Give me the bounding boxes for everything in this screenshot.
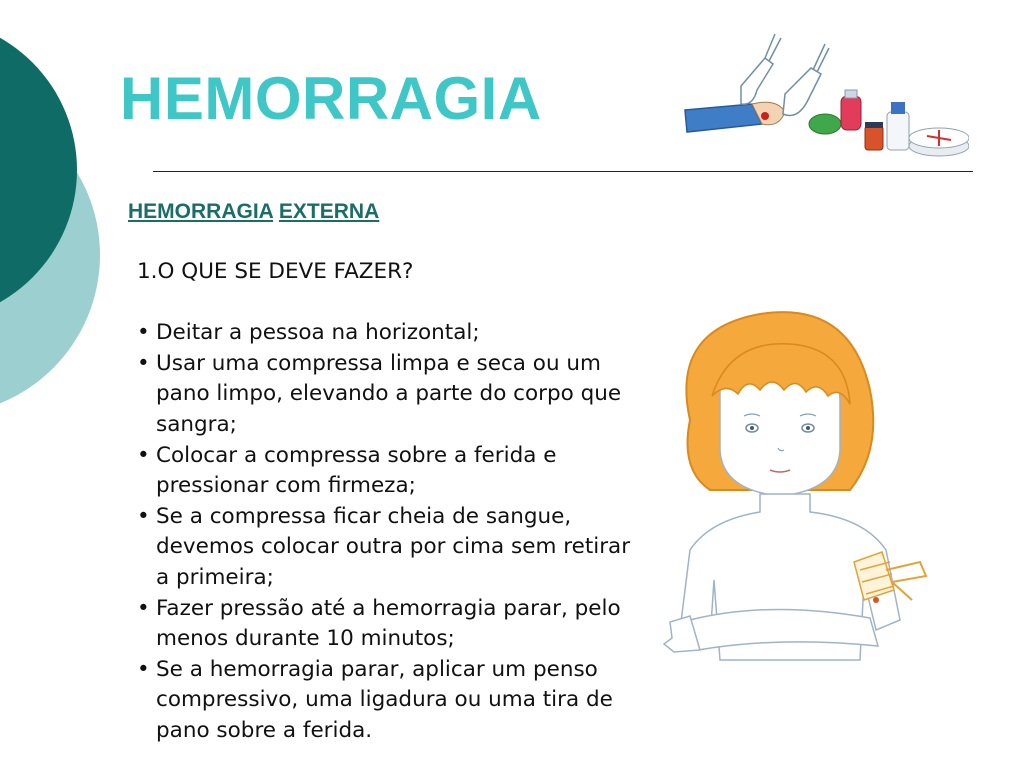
list-item: • Colocar a compressa sobre a ferida e pressionar com firmeza; [137, 441, 637, 502]
first-aid-hands-icon [657, 28, 969, 162]
list-item: • Fazer pressão até a hemorragia parar, pelo menos durante 10 minutos; [137, 594, 637, 655]
question-heading: 1.O QUE SE DEVE FAZER? [137, 259, 414, 284]
list-item: • Se a compressa ficar cheia de sangue, devemos colocar outra por cima sem retirar a primeira; [137, 502, 637, 594]
subtitle-word-hemorragia: HEMORRAGIA [128, 200, 274, 223]
instructions-text [137, 257, 637, 747]
instruction-list [137, 318, 637, 746]
slide-title: HEMORRAGIA [120, 65, 542, 132]
title-divider [153, 171, 973, 172]
subtitle-word-externa: EXTERNA [278, 200, 380, 223]
list-item: • Deitar a pessoa na horizontal; [137, 318, 637, 349]
section-subtitle [128, 200, 379, 224]
bandaged-child-icon [650, 300, 940, 670]
list-item: • Se a hemorragia parar, aplicar um penso compressivo, uma ligadura ou uma tira de pano sobre a ferida. [137, 655, 637, 747]
list-item: • Usar uma compressa limpa e seca ou um pano limpo, elevando a parte do corpo que sangra; [137, 349, 637, 441]
